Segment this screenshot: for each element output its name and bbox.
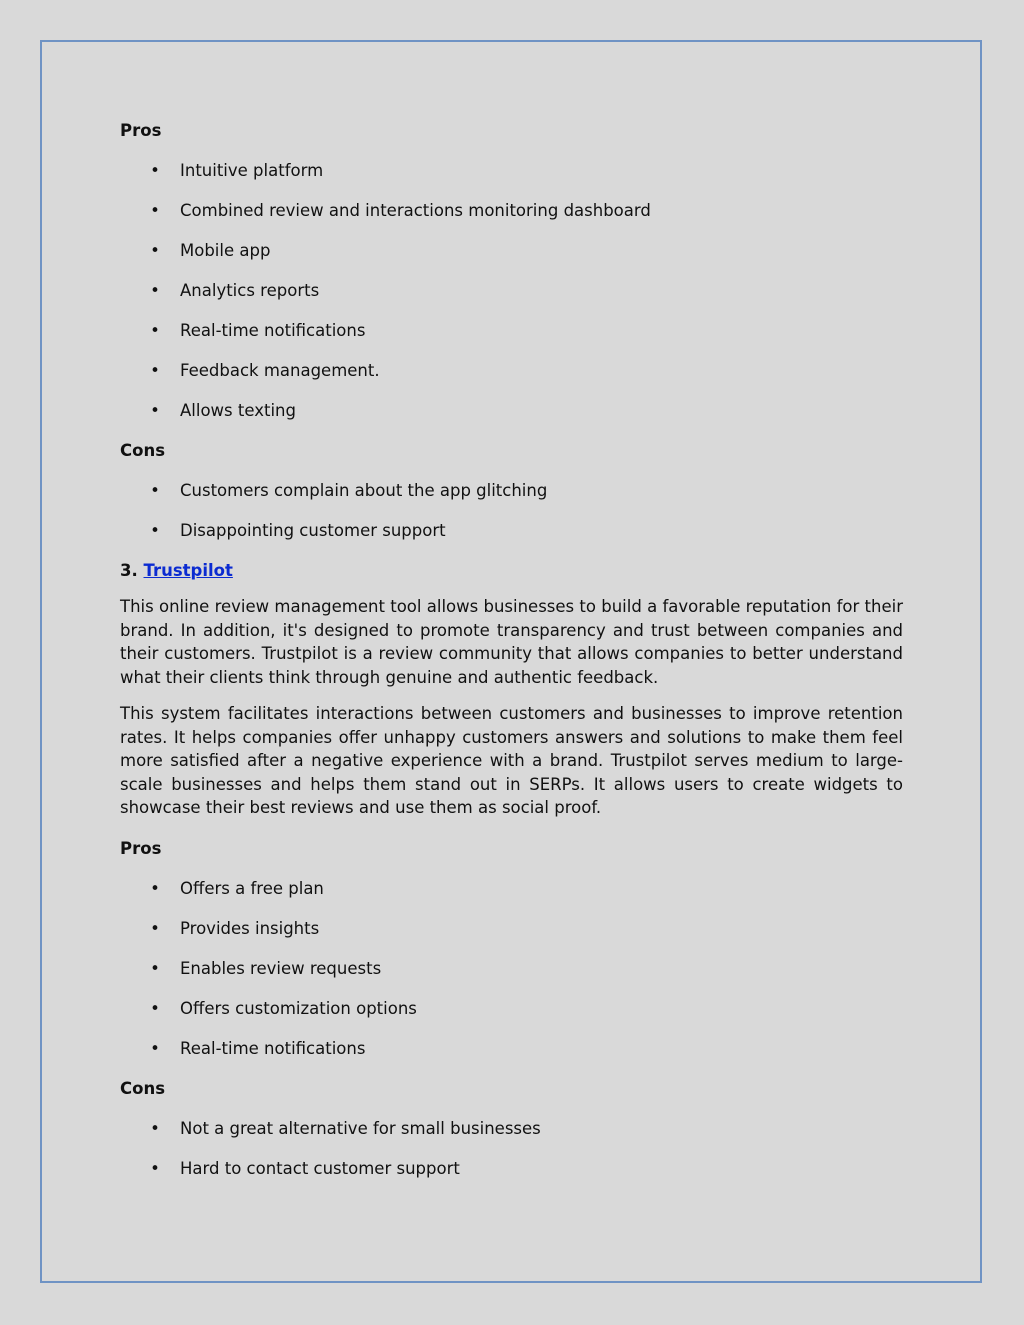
list-item-text: Analytics reports bbox=[180, 281, 320, 300]
list-item bbox=[120, 475, 903, 515]
list-item-text: Offers customization options bbox=[180, 998, 417, 1018]
bullet-icon: • bbox=[150, 201, 160, 220]
paragraph: This system facilitates interactions between customers and businesses to improve retention rates. It helps companies offer unhappy customers answers and solutions to make them feel more satisfied after a negative experience with a brand. Trustpilot serves medium to large-scale businesses and helps them stand out in SERPs. It allows users to create widgets to showcase their best reviews and use them as social proof. bbox=[120, 704, 903, 817]
list-item-text: Mobile app bbox=[180, 241, 271, 260]
list-item bbox=[120, 953, 903, 993]
bullet-icon: • bbox=[150, 161, 160, 180]
pros-list bbox=[120, 873, 903, 1073]
cons-list bbox=[120, 475, 903, 555]
bullet-icon: • bbox=[150, 958, 160, 978]
list-item bbox=[120, 1153, 903, 1193]
trustpilot-link[interactable]: Trustpilot bbox=[143, 561, 233, 580]
cons-heading: Cons bbox=[120, 1078, 166, 1098]
list-item bbox=[120, 315, 903, 355]
list-item bbox=[120, 1033, 903, 1073]
list-item-text: Intuitive platform bbox=[180, 161, 324, 180]
list-item-text: Real-time notifications bbox=[180, 1038, 366, 1058]
list-item bbox=[120, 235, 903, 275]
list-item-text: Not a great alternative for small businesses bbox=[180, 1118, 541, 1138]
pros-heading: Pros bbox=[120, 121, 162, 140]
list-item-text: Customers complain about the app glitching bbox=[180, 481, 548, 500]
list-item bbox=[120, 155, 903, 195]
list-item bbox=[120, 515, 903, 555]
list-item bbox=[120, 395, 903, 435]
bullet-icon: • bbox=[150, 1038, 160, 1058]
list-item-text: Hard to contact customer support bbox=[180, 1158, 460, 1178]
list-item bbox=[120, 275, 903, 315]
list-item bbox=[120, 355, 903, 395]
list-item-text: Provides insights bbox=[180, 918, 320, 938]
list-item-text: Disappointing customer support bbox=[180, 521, 446, 540]
list-item bbox=[120, 195, 903, 235]
list-item-text: Offers a free plan bbox=[180, 878, 324, 898]
bullet-icon: • bbox=[150, 321, 160, 340]
bullet-icon: • bbox=[150, 1118, 160, 1138]
bullet-icon: • bbox=[150, 241, 160, 260]
bullet-icon: • bbox=[150, 918, 160, 938]
list-item-text: Feedback management. bbox=[180, 361, 380, 380]
pros-list bbox=[120, 155, 903, 435]
cons-heading: Cons bbox=[120, 441, 166, 460]
bullet-icon: • bbox=[150, 401, 160, 420]
list-item-text: Real-time notifications bbox=[180, 321, 366, 340]
paragraph: This online review management tool allows businesses to build a favorable reputation for their brand. In addition, it's designed to promote transparency and trust between companies and their customers. Trustpilot is a review community that allows companies to better understand what their clients think through genuine and authentic feedback. bbox=[120, 597, 903, 687]
bullet-icon: • bbox=[150, 1158, 160, 1178]
list-item-text: Enables review requests bbox=[180, 958, 382, 978]
cons-list bbox=[120, 1113, 903, 1193]
bullet-icon: • bbox=[150, 998, 160, 1018]
pros-heading: Pros bbox=[120, 838, 162, 858]
bullet-icon: • bbox=[150, 481, 160, 500]
list-item bbox=[120, 1113, 903, 1153]
bullet-icon: • bbox=[150, 361, 160, 380]
bullet-icon: • bbox=[150, 521, 160, 540]
list-item bbox=[120, 913, 903, 953]
list-item bbox=[120, 993, 903, 1033]
list-item bbox=[120, 873, 903, 913]
document-content bbox=[120, 115, 903, 1193]
list-item-text: Allows texting bbox=[180, 401, 296, 420]
section-number: 3. bbox=[120, 561, 138, 580]
list-item-text: Combined review and interactions monitoring dashboard bbox=[180, 201, 651, 220]
bullet-icon: • bbox=[150, 878, 160, 898]
bullet-icon: • bbox=[150, 281, 160, 300]
section-title bbox=[120, 555, 903, 595]
